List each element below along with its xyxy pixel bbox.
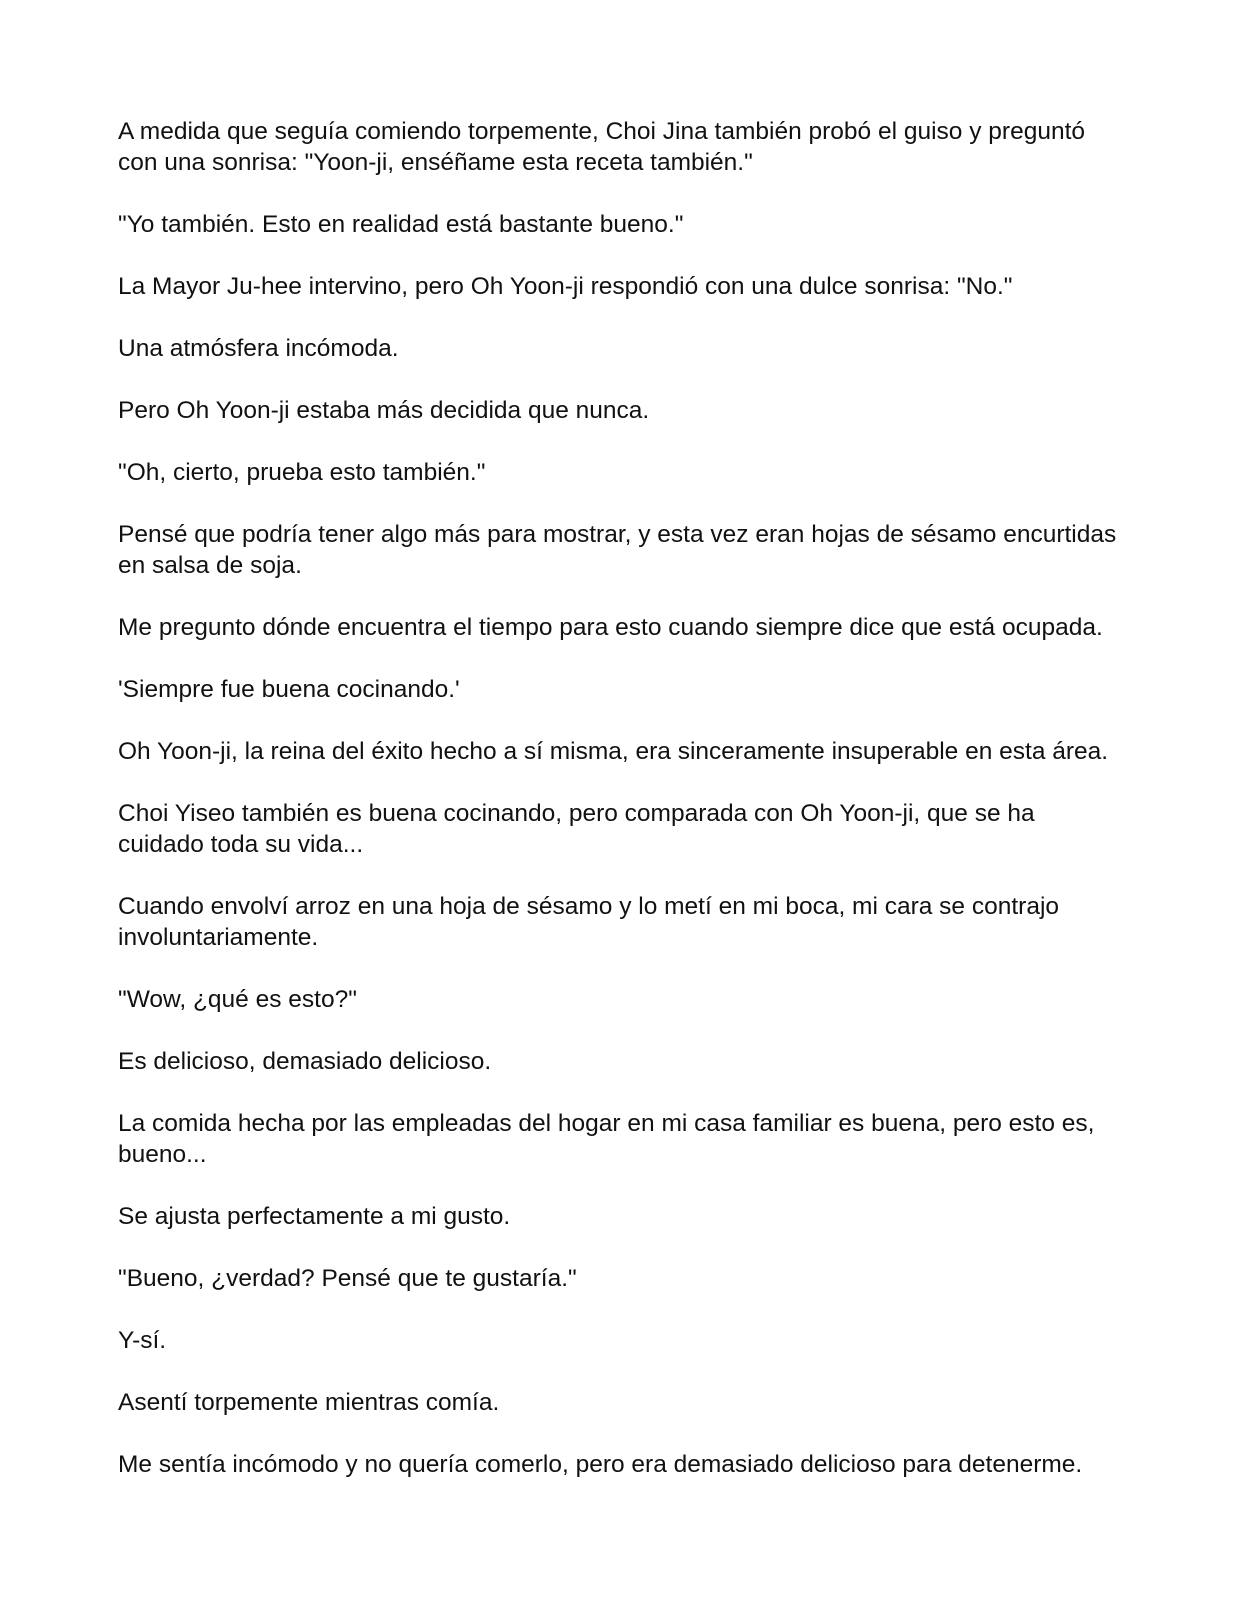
paragraph-1: A medida que seguía comiendo torpemente, Choi Jina también probó el guiso y preguntó con una sonrisa: "Yoon-ji, enséñame esta receta también." [118, 118, 1086, 176]
paragraph-14: Es delicioso, demasiado delicioso. [118, 1048, 492, 1075]
paragraph-10: Oh Yoon-ji, la reina del éxito hecho a sí misma, era sinceramente insuperable en esta área. [118, 738, 1109, 765]
paragraph-11: Choi Yiseo también es buena cocinando, pero comparada con Oh Yoon-ji, que se ha cuidado toda su vida... [118, 800, 1035, 858]
paragraph-17: "Bueno, ¿verdad? Pensé que te gustaría." [118, 1265, 577, 1292]
paragraph-6: "Oh, cierto, prueba esto también." [118, 459, 486, 486]
paragraph-13: "Wow, ¿qué es esto?" [118, 986, 357, 1013]
paragraph-16: Se ajusta perfectamente a mi gusto. [118, 1203, 511, 1230]
paragraph-20: Me sentía incómodo y no quería comerlo, pero era demasiado delicioso para detenerme. [118, 1451, 1083, 1478]
paragraph-9: 'Siempre fue buena cocinando.' [118, 676, 460, 703]
paragraph-5: Pero Oh Yoon-ji estaba más decidida que nunca. [118, 397, 650, 424]
paragraph-8: Me pregunto dónde encuentra el tiempo para esto cuando siempre dice que está ocupada. [118, 614, 1103, 641]
paragraph-18: Y-sí. [118, 1327, 167, 1354]
paragraph-3: La Mayor Ju-hee intervino, pero Oh Yoon-ji respondió con una dulce sonrisa: "No." [118, 273, 1013, 300]
paragraph-4: Una atmósfera incómoda. [118, 335, 399, 362]
paragraph-2: "Yo también. Esto en realidad está bastante bueno." [118, 211, 684, 238]
paragraph-15: La comida hecha por las empleadas del hogar en mi casa familiar es buena, pero esto es, bueno... [118, 1110, 1095, 1168]
paragraph-12: Cuando envolví arroz en una hoja de sésamo y lo metí en mi boca, mi cara se contrajo involuntariamente. [118, 893, 1060, 951]
paragraph-7: Pensé que podría tener algo más para mostrar, y esta vez eran hojas de sésamo encurtidas en salsa de soja. [118, 521, 1117, 579]
paragraph-19: Asentí torpemente mientras comía. [118, 1389, 500, 1416]
